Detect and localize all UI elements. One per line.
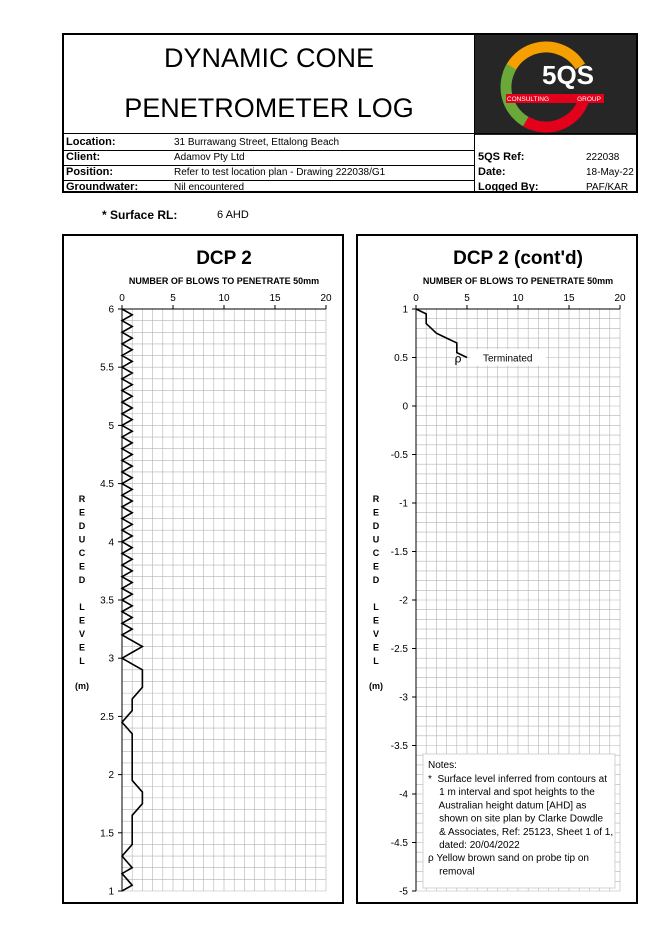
y-tick-label: 0.5 bbox=[394, 353, 408, 364]
y-axis-label-letter: D bbox=[372, 521, 380, 531]
y-axis-label-letter: E bbox=[78, 507, 86, 518]
logo-graphic bbox=[474, 35, 636, 135]
y-tick-label: 0 bbox=[402, 401, 408, 413]
company-logo bbox=[474, 35, 636, 135]
y-tick-label: -3 bbox=[399, 692, 408, 704]
y-axis-label-letter: R bbox=[78, 494, 86, 504]
note-line: shown on site plan by Clarke Dowdle bbox=[428, 813, 604, 825]
position-value: Refer to test location plan - Drawing 222038/G1 bbox=[174, 167, 386, 178]
notes-title: Notes: bbox=[428, 760, 457, 771]
note-line: & Associates, Ref: 25123, Sheet 1 of 1, bbox=[428, 826, 614, 838]
y-tick-label: 6 bbox=[108, 304, 114, 316]
y-tick-label: 5 bbox=[108, 420, 114, 432]
note-line: dated: 20/04/2022 bbox=[428, 840, 520, 851]
client-value: Adamov Pty Ltd bbox=[174, 152, 245, 163]
note-line: 1 m interval and spot heights to the bbox=[428, 787, 595, 799]
dcp-chart-1 bbox=[64, 236, 342, 902]
y-axis-unit: (m) bbox=[75, 681, 89, 691]
y-axis-label-letter: L bbox=[79, 656, 85, 666]
y-axis-label-letter: L bbox=[373, 656, 379, 666]
x-tick-label: 20 bbox=[320, 293, 332, 304]
ref-label: 5QS Ref: bbox=[478, 151, 525, 163]
y-axis-label-letter: D bbox=[78, 575, 86, 585]
y-axis-label-letter: E bbox=[372, 561, 380, 572]
y-tick-label: -1.5 bbox=[390, 547, 408, 558]
groundwater-value: Nil encountered bbox=[174, 182, 245, 193]
x-tick-label: 0 bbox=[413, 293, 419, 304]
y-axis-label-letter: E bbox=[78, 561, 86, 572]
y-tick-label: 1 bbox=[402, 304, 408, 316]
surface-rl-label: * Surface RL: bbox=[102, 208, 178, 222]
y-axis-label-letter: U bbox=[78, 534, 86, 545]
y-axis-label-letter: V bbox=[78, 629, 86, 639]
y-axis-label-letter: V bbox=[372, 629, 380, 639]
x-tick-label: 10 bbox=[512, 293, 524, 304]
note-line: * Surface level inferred from contours at bbox=[428, 774, 607, 785]
date-label: Date: bbox=[478, 166, 506, 178]
y-axis-label-letter: C bbox=[78, 548, 86, 558]
y-axis-label-letter: C bbox=[372, 548, 380, 558]
note-line: ρ Yellow brown sand on probe tip on bbox=[428, 853, 589, 865]
x-tick-label: 15 bbox=[563, 293, 575, 304]
note-line: removal bbox=[428, 866, 475, 878]
y-tick-label: 2 bbox=[108, 770, 114, 782]
log-title-line2: PENETROMETER LOG bbox=[124, 93, 414, 123]
y-axis-label-letter: L bbox=[373, 602, 379, 612]
x-tick-label: 10 bbox=[218, 293, 230, 304]
terminated-label: Terminated bbox=[483, 353, 533, 365]
surface-rl-value: 6 AHD bbox=[217, 209, 249, 221]
y-axis-label-letter: D bbox=[372, 575, 380, 585]
position-label: Position: bbox=[66, 166, 114, 178]
x-axis-label: NUMBER OF BLOWS TO PENETRATE 50mm bbox=[128, 276, 320, 286]
x-tick-label: 5 bbox=[464, 293, 470, 304]
x-tick-label: 0 bbox=[119, 293, 125, 304]
info-rule bbox=[64, 165, 474, 166]
chart-title: DCP 2 bbox=[196, 248, 252, 269]
ref-value: 222038 bbox=[586, 152, 620, 163]
y-axis-label-letter: E bbox=[78, 642, 86, 653]
series-line bbox=[416, 309, 467, 358]
x-tick-label: 5 bbox=[170, 293, 176, 304]
y-axis-unit: (m) bbox=[369, 681, 383, 691]
date-value: 18-May-22 bbox=[586, 167, 634, 178]
y-tick-label: -0.5 bbox=[390, 450, 408, 461]
location-label: Location: bbox=[66, 136, 116, 148]
logged-by-label: Logged By: bbox=[478, 181, 539, 193]
y-tick-label: -2 bbox=[399, 595, 408, 607]
info-rule bbox=[64, 150, 474, 151]
note-line: Australian height datum [AHD] as bbox=[428, 800, 587, 812]
y-axis-label-letter: E bbox=[372, 642, 380, 653]
y-tick-label: 1 bbox=[108, 886, 114, 898]
location-value: 31 Burrawang Street, Ettalong Beach bbox=[174, 137, 340, 148]
logo-sub-left: CONSULTING bbox=[506, 96, 550, 103]
header-vertical-divider bbox=[474, 35, 475, 191]
logo-text: 5QS bbox=[541, 60, 595, 90]
y-axis-label-letter: R bbox=[372, 494, 380, 504]
chart-panel-left bbox=[62, 234, 344, 904]
dcp-chart-2 bbox=[358, 236, 636, 902]
y-tick-label: -1 bbox=[399, 498, 408, 510]
logo-sub-right: GROUP bbox=[577, 96, 601, 103]
x-tick-label: 20 bbox=[614, 293, 626, 304]
log-title-line1: DYNAMIC CONE bbox=[163, 43, 374, 73]
y-tick-label: 1.5 bbox=[100, 828, 114, 840]
y-tick-label: 5.5 bbox=[100, 362, 114, 374]
chart-title: DCP 2 (cont'd) bbox=[453, 248, 583, 269]
y-axis-label-letter: E bbox=[78, 615, 86, 626]
y-axis-label-letter: L bbox=[79, 602, 85, 612]
y-tick-label: 3.5 bbox=[100, 595, 114, 607]
y-tick-label: -2.5 bbox=[390, 644, 408, 655]
y-axis-label-letter: E bbox=[372, 615, 380, 626]
y-axis-label-letter: D bbox=[78, 521, 86, 531]
y-tick-label: 2.5 bbox=[100, 711, 114, 723]
y-tick-label: 3 bbox=[108, 653, 114, 665]
x-tick-label: 15 bbox=[269, 293, 281, 304]
terminated-symbol: ρ bbox=[454, 351, 462, 366]
y-tick-label: 4.5 bbox=[100, 479, 114, 491]
x-axis-label: NUMBER OF BLOWS TO PENETRATE 50mm bbox=[422, 276, 614, 286]
y-axis-label-letter: U bbox=[372, 534, 380, 545]
y-axis-label-letter: E bbox=[372, 507, 380, 518]
client-label: Client: bbox=[66, 151, 101, 163]
chart-panel-right bbox=[356, 234, 638, 904]
y-tick-label: -3.5 bbox=[390, 741, 408, 752]
y-tick-label: -4 bbox=[399, 789, 408, 801]
groundwater-label: Groundwater: bbox=[66, 181, 139, 193]
log-header bbox=[62, 33, 638, 193]
y-tick-label: -4.5 bbox=[390, 838, 408, 849]
logged-by-value: PAF/KAR bbox=[586, 182, 629, 193]
y-tick-label: -5 bbox=[399, 886, 408, 898]
y-tick-label: 4 bbox=[108, 537, 114, 549]
header-divider bbox=[64, 133, 636, 134]
